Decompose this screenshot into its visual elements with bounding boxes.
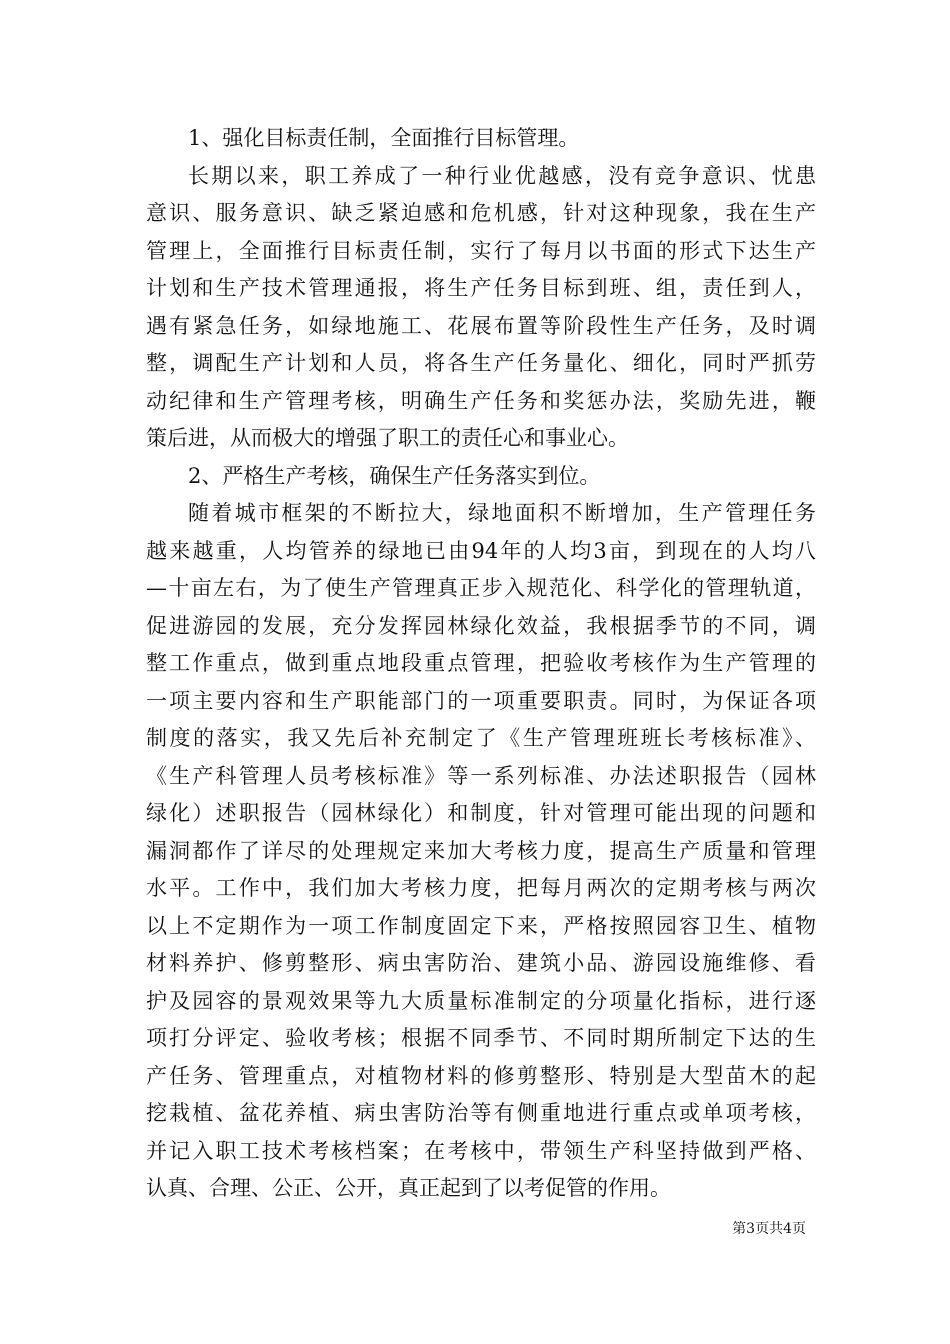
text-line: 一项主要内容和生产职能部门的一项重要职责。同时，为保证各项 <box>146 688 816 713</box>
text-line: 认真、合理、公正、公开，真正起到了以考促管的作用。 <box>146 1176 671 1200</box>
text-line: 越来越重，人均管养的绿地已由94年的人均3亩，到现在的人均八 <box>146 538 816 563</box>
text-line: 产任务、管理重点，对植物材料的修剪整形、特别是大型苗木的起 <box>146 1063 816 1088</box>
text-line: 《生产科管理人员考核标准》等一系列标准、办法述职报告（园林 <box>146 763 816 788</box>
text-line: 计划和生产技术管理通报，将生产任务目标到班、组，责任到人， <box>146 276 816 300</box>
text-line: 材料养护、修剪整形、病虫害防治、建筑小品、游园设施维修、看 <box>146 951 816 975</box>
text-line: 2、严格生产考核，确保生产任务落实到位。 <box>188 463 601 488</box>
text-line: 水平。工作中，我们加大考核力度，把每月两次的定期考核与两次 <box>146 876 816 900</box>
page-number: 第3页共4页 <box>732 1221 806 1237</box>
text-line: 制度的落实，我又先后补充制定了《生产管理班班长考核标准》、 <box>146 726 816 750</box>
text-line: 绿化）述职报告（园林绿化）和制度，针对管理可能出现的问题和 <box>146 801 816 825</box>
text-line: 策后进，从而极大的增强了职工的责任心和事业心。 <box>146 426 629 450</box>
document-body <box>146 120 816 1208</box>
text-line: 意识、服务意识、缺乏紧迫感和危机感，针对这种现象，我在生产 <box>146 201 816 225</box>
text-line: 1、强化目标责任制，全面推行目标管理。 <box>188 126 580 150</box>
text-line: 整工作重点，做到重点地段重点管理，把验收考核作为生产管理的 <box>146 651 816 675</box>
text-line: 漏洞都作了详尽的处理规定来加大考核力度，提高生产质量和管理 <box>146 838 816 863</box>
text-line: 护及园容的景观效果等九大质量标准制定的分项量化指标，进行逐 <box>146 988 816 1013</box>
text-line: 随着城市框架的不断拉大，绿地面积不断增加，生产管理任务 <box>188 501 816 525</box>
text-line: 遇有紧急任务，如绿地施工、花展布置等阶段性生产任务，及时调 <box>146 313 816 338</box>
text-line: 以上不定期作为一项工作制度固定下来，严格按照园容卫生、植物 <box>146 913 816 938</box>
text-line: —十亩左右，为了使生产管理真正步入规范化、科学化的管理轨道， <box>146 576 816 600</box>
text-line: 整，调配生产计划和人员，将各生产任务量化、细化，同时严抓劳 <box>146 351 816 375</box>
text-line: 项打分评定、验收考核；根据不同季节、不同时期所制定下达的生 <box>146 1026 816 1050</box>
text-line: 管理上，全面推行目标责任制，实行了每月以书面的形式下达生产 <box>146 238 816 263</box>
text-line: 挖栽植、盆花养植、病虫害防治等有侧重地进行重点或单项考核， <box>146 1101 816 1125</box>
text-line: 长期以来，职工养成了一种行业优越感，没有竞争意识、忧患 <box>188 163 816 188</box>
text-line: 动纪律和生产管理考核，明确生产任务和奖惩办法，奖励先进，鞭 <box>146 388 816 413</box>
text-line: 促进游园的发展，充分发挥园林绿化效益，我根据季节的不同，调 <box>146 613 816 638</box>
text-line: 并记入职工技术考核档案；在考核中，带领生产科坚持做到严格、 <box>146 1138 816 1163</box>
